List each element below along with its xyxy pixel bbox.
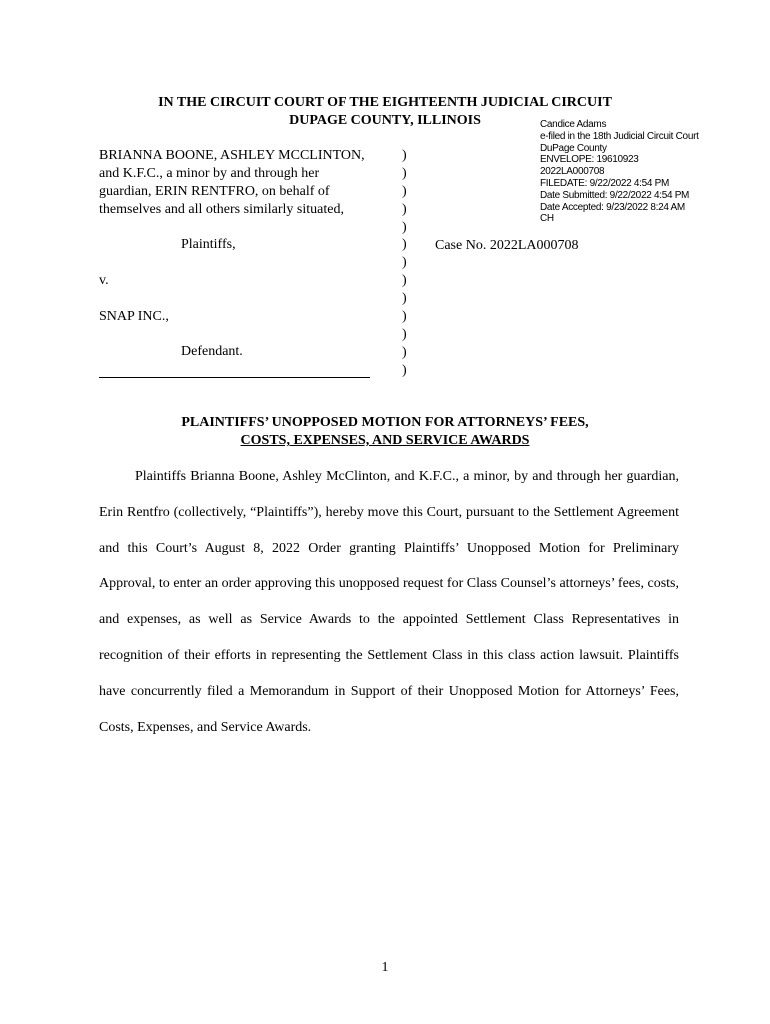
paren: ) xyxy=(402,326,407,342)
plaintiffs-line: guardian, ERIN RENTFRO, on behalf of xyxy=(99,184,330,199)
paren: ) xyxy=(402,291,407,307)
stamp-envelope: ENVELOPE: 19610923 xyxy=(540,154,639,166)
versus: v. xyxy=(99,273,109,288)
paren: ) xyxy=(402,237,407,253)
efile-stamp xyxy=(540,119,765,225)
stamp-efiled: e-filed in the 18th Judicial Circuit Court xyxy=(540,130,699,142)
body-paragraph: Plaintiffs Brianna Boone, Ashley McClinton, and K.F.C., a minor, by and through her guardian, Erin Rentfro (collectively, “Plaintiffs”), hereby move this Court, pursuant to the Settlement Agreement and this Court’s August 8, 2022 Order granting Plaintiffs’ Unopposed Motion for Preliminary Approval, to enter an order approving this unopposed request for Class Counsel’s attorneys’ fees, costs, and expenses, as well as Service Awards to the appointed Settlement Class Representatives in recognition of their efforts in representing the Settlement Class in this class action lawsuit. Plaintiffs have concurrently filed a Memorandum in Support of their Unopposed Motion for Attorneys’ Fees, Costs, Expenses, and Service Awards. xyxy=(99,469,679,735)
motion-title-line2-wrap xyxy=(0,432,770,450)
court-county: DUPAGE COUNTY, ILLINOIS xyxy=(289,113,481,128)
stamp-filedate: FILEDATE: 9/22/2022 4:54 PM xyxy=(540,177,670,189)
plaintiffs-line: BRIANNA BOONE, ASHLEY MCCLINTON, xyxy=(99,148,365,163)
plaintiffs-label: Plaintiffs, xyxy=(181,237,236,252)
paren: ) xyxy=(402,165,407,181)
caption-parentheses xyxy=(402,147,412,380)
stamp-accepted: Date Accepted: 9/23/2022 8:24 AM xyxy=(540,201,685,213)
paren: ) xyxy=(402,201,407,217)
paren: ) xyxy=(402,255,407,271)
paren: ) xyxy=(402,309,407,325)
court-name: IN THE CIRCUIT COURT OF THE EIGHTEENTH JUDICIAL CIRCUIT xyxy=(158,95,612,110)
motion-title-line1: PLAINTIFFS’ UNOPPOSED MOTION FOR ATTORNEYS’ FEES, xyxy=(181,415,589,430)
motion-body xyxy=(99,459,679,745)
stamp-case: 2022LA000708 xyxy=(540,166,605,178)
paren: ) xyxy=(402,219,407,235)
stamp-submitted: Date Submitted: 9/22/2022 4:54 PM xyxy=(540,189,690,201)
motion-title-line2: COSTS, EXPENSES, AND SERVICE AWARDS xyxy=(240,433,530,448)
plaintiffs-line: themselves and all others similarly situated, xyxy=(99,202,344,217)
paren: ) xyxy=(402,273,407,289)
paren: ) xyxy=(402,148,407,163)
paren: ) xyxy=(402,344,407,360)
stamp-initials: CH xyxy=(540,213,554,225)
paren: ) xyxy=(402,362,407,378)
page-number: 1 xyxy=(381,960,389,975)
stamp-county: DuPage County xyxy=(540,142,607,154)
defendant-label: Defendant. xyxy=(181,344,243,359)
case-number: Case No. 2022LA000708 xyxy=(435,238,579,253)
defendant-name: SNAP INC., xyxy=(99,309,169,324)
plaintiffs-line: and K.F.C., a minor by and through her xyxy=(99,166,320,181)
paren: ) xyxy=(402,183,407,199)
case-caption xyxy=(99,147,399,219)
caption-rule xyxy=(99,377,370,378)
stamp-clerk: Candice Adams xyxy=(540,119,607,130)
